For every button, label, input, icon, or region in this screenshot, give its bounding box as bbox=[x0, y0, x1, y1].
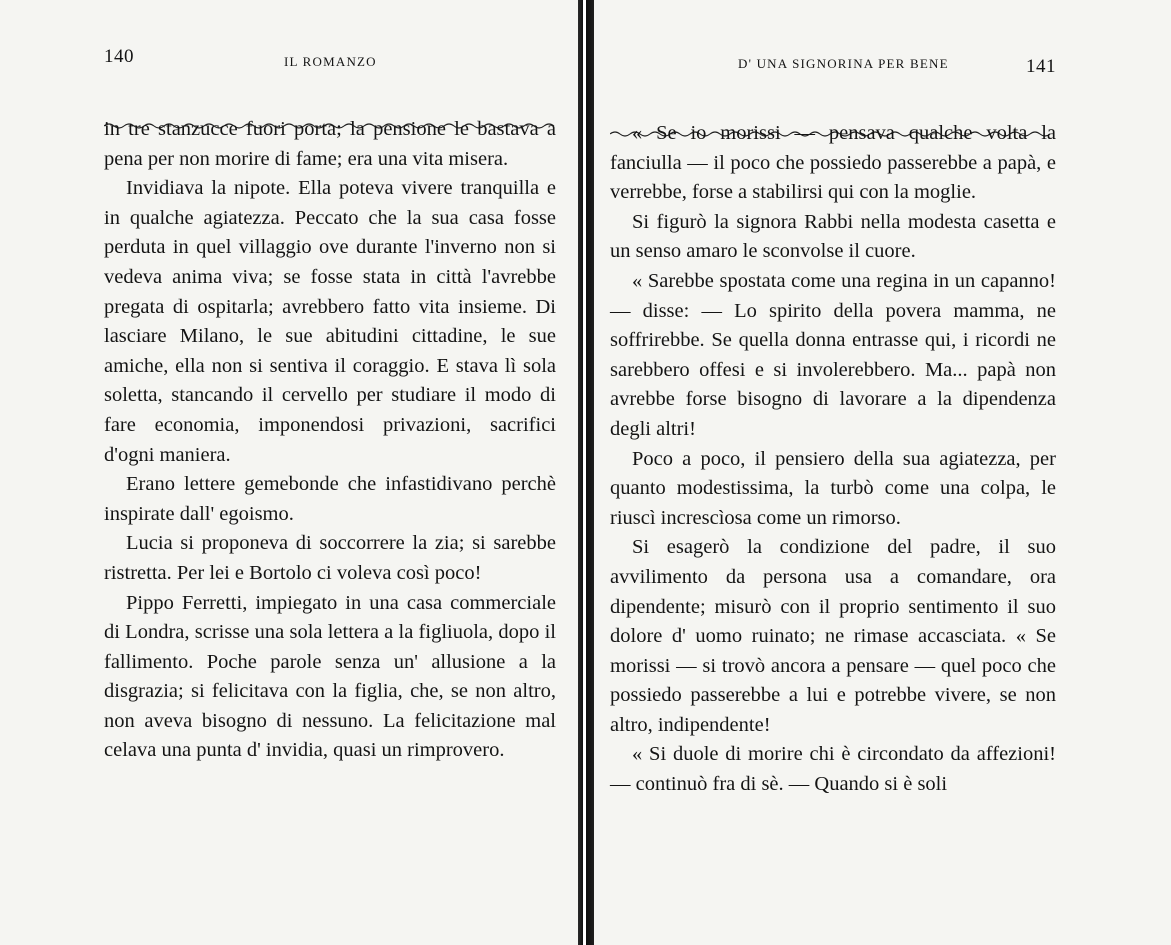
paragraph: Pippo Ferretti, impiegato in una casa commerciale di Londra, scrisse una sola lettera a la figliuola, dopo il fallimento. Poche parole senza un' allusione a la disgrazia; si felicitava con la figlia, che, se non altro, non aveva bisogno di nessuno. La felicitazione mal celava una punta d' invidia, quasi un rimprovero. bbox=[104, 591, 556, 762]
paragraph: « Se io morissi — pensava qualche volta la fanciulla — il poco che possiedo passerebbe a papà, e verrebbe, forse a stabilirsi qui con la moglie. bbox=[610, 122, 1056, 204]
left-running-head bbox=[104, 46, 556, 76]
paragraph: Erano lettere gemebonde che infastidivano perchè inspirate dall' egoismo. bbox=[104, 473, 556, 525]
right-body-text bbox=[610, 119, 1056, 800]
paragraph: Si esagerò la condizione del padre, il suo avvilimento da persona usa a comandare, ora dipendente; misurò con il proprio sentimento il suo dolore d' uomo ruinato; ne rimase accasciata. « Se morissi — si trovò ancora a pensare — quel poco che possiedo passerebbe a lui e potrebbe vivere, se non altro, indipendente! bbox=[610, 536, 1056, 736]
right-page bbox=[594, 0, 1171, 945]
paragraph: in tre stanzucce fuori porta; la pensione le bastava a pena per non morire di fame; era una vita misera. bbox=[104, 118, 556, 170]
paragraph: Poco a poco, il pensiero della sua agiatezza, per quanto modestissima, la turbò come una colpa, le riuscì increscìosa come un rimorso. bbox=[610, 447, 1056, 529]
left-running-title: IL ROMANZO bbox=[284, 54, 377, 69]
left-page bbox=[0, 0, 578, 945]
paragraph: Lucia si proponeva di soccorrere la zia; si sarebbe ristretta. Per lei e Bortolo ci voleva così poco! bbox=[104, 532, 556, 584]
book-gutter bbox=[578, 0, 594, 945]
right-running-title: D' UNA SIGNORINA PER BENE bbox=[738, 56, 949, 71]
right-page-number: 141 bbox=[1026, 56, 1056, 77]
right-running-head bbox=[610, 46, 1056, 76]
left-body-text bbox=[104, 115, 556, 766]
paragraph: Si figurò la signora Rabbi nella modesta casetta e un senso amaro le sconvolse il cuore. bbox=[610, 210, 1056, 263]
paragraph: « Sarebbe spostata come una regina in un capanno! — disse: — Lo spirito della povera mamma, ne soffrirebbe. Se quella donna entrasse qui, i ricordi ne sarebbero offesi e si involerebbero. Ma... papà non avrebbe forse bisogno di lavorare a la dipendenza degli altri! bbox=[610, 269, 1056, 440]
left-page-number: 140 bbox=[104, 46, 134, 67]
paragraph: « Si duole di morire chi è circondato da affezioni! — continuò fra di sè. — Quando si è soli bbox=[610, 743, 1056, 796]
paragraph: Invidiava la nipote. Ella poteva vivere tranquilla e in qualche agiatezza. Peccato che la sua casa fosse perduta in quel villaggio ove durante l'inverno non si vedeva anima viva; se fosse stata in città l'avrebbe pregata di ospitarla; avrebbero fatto vita insieme. Di lasciare Milano, le sue abitudini cittadine, le sue amiche, ella non si sentiva il coraggio. E stava lì sola soletta, stancando il cervello per studiare il modo di fare economia, imponendosi privazioni, sacrifici d'ogni maniera. bbox=[104, 177, 556, 466]
